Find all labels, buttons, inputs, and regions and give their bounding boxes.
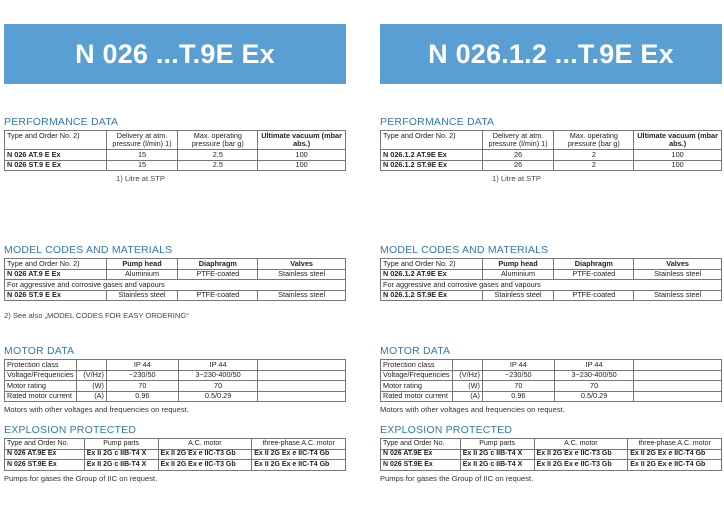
table-row: N 026 AT.9E Ex Ex II 2G c IIB-T4 X Ex II 2G Ex e IIC-T3 Gb Ex II 2G Ex e IIC-T4 Gb [381, 449, 722, 460]
table-row: N 026 AT.9 E Ex Aluminium PTFE-coated Stainless steel [5, 269, 346, 280]
product-title-banner: N 026 ...T.9E Ex [4, 24, 346, 84]
table-row: N 026 ST.9E Ex Ex II 2G c IIB-T4 X Ex II 2G Ex e IIC-T3 Gb Ex II 2G Ex e IIC-T4 Gb [381, 460, 722, 471]
table-row: For aggressive and corrosive gases and vapours [5, 280, 346, 291]
motor-data-table [4, 359, 346, 402]
section-heading: MOTOR DATA [380, 345, 451, 357]
table-header-row: Type and Order No. 2) Pump head Diaphragm Valves [5, 259, 346, 270]
table-row: Rated motor current (A) 0.96 0.5/0.29 [381, 391, 722, 402]
model-codes-section [380, 244, 722, 301]
footnote: 1) Litre at STP [492, 174, 541, 184]
explosion-table [380, 438, 722, 471]
performance-table [380, 130, 722, 171]
section-heading: EXPLOSION PROTECTED [380, 424, 513, 436]
product-title-banner: N 026.1.2 ...T.9E Ex [380, 24, 722, 84]
motor-note: Motors with other voltages and frequencies on request. [4, 405, 189, 415]
performance-table [4, 130, 346, 171]
left-column [4, 0, 346, 483]
performance-section [4, 116, 346, 183]
section-heading: MOTOR DATA [4, 345, 75, 357]
table-header-row: Type and Order No. Pump parts A.C. motor three-phase A.C. motor [381, 439, 722, 450]
explosion-note: Pumps for gases the Group of IIC on request. [4, 473, 158, 483]
footnote: 1) Litre at STP [116, 174, 165, 184]
table-header-row: Type and Order No. 2) Pump head Diaphragm Valves [381, 259, 722, 270]
table-row: N 026 AT.9 E Ex 15 2.5 100 [5, 150, 346, 161]
table-row: Motor rating (W) 70 70 [5, 381, 346, 392]
section-heading: PERFORMANCE DATA [4, 116, 119, 128]
table-header-row: Type and Order No. 2) Delivery at atm. pressure (l/min) 1) Max. operating pressure (bar g) Ultimate vacuum (mbar abs.) [381, 131, 722, 150]
table-row: N 026.1.2 ST.9E Ex 26 2 100 [381, 160, 722, 171]
table-row: N 026 ST.9 E Ex 15 2.5 100 [5, 160, 346, 171]
table-row: Motor rating (W) 70 70 [381, 381, 722, 392]
section-heading: MODEL CODES AND MATERIALS [4, 244, 173, 256]
explosion-section [380, 424, 722, 483]
table-header-row: Type and Order No. 2) Delivery at atm. pressure (l/min) 1) Max. operating pressure (bar g) Ultimate vacuum (mbar abs.) [5, 131, 346, 150]
table-row: Rated motor current (A) 0.96 0.5/0.29 [5, 391, 346, 402]
table-row: N 026.1.2 ST.9E Ex Stainless steel PTFE-coated Stainless steel [381, 290, 722, 301]
motor-data-table [380, 359, 722, 402]
table-row: Voltage/Frequencies (V/Hz) ~230/50 3~230-400/50 [381, 370, 722, 381]
model-codes-table [380, 258, 722, 301]
table-row: Voltage/Frequencies (V/Hz) ~230/50 3~230-400/50 [5, 370, 346, 381]
motor-data-section [4, 345, 346, 414]
motor-note: Motors with other voltages and frequencies on request. [380, 405, 565, 415]
section-heading: MODEL CODES AND MATERIALS [380, 244, 549, 256]
right-column [380, 0, 722, 483]
explosion-section [4, 424, 346, 483]
performance-section [380, 116, 722, 183]
table-header-row: Type and Order No. Pump parts A.C. motor three-phase A.C. motor [5, 439, 346, 450]
section-heading: PERFORMANCE DATA [380, 116, 495, 128]
table-row: N 026.1.2 AT.9E Ex Aluminium PTFE-coated Stainless steel [381, 269, 722, 280]
table-row: N 026.1.2 AT.9E Ex 26 2 100 [381, 150, 722, 161]
model-codes-table [4, 258, 346, 301]
table-row: Protection class IP 44 IP 44 [381, 360, 722, 371]
explosion-note: Pumps for gases the Group of IIC on request. [380, 473, 534, 483]
table-row: N 026 ST.9 E Ex Stainless steel PTFE-coated Stainless steel [5, 290, 346, 301]
explosion-table [4, 438, 346, 471]
table-row: N 026 AT.9E Ex Ex II 2G c IIB-T4 X Ex II 2G Ex e IIC-T3 Gb Ex II 2G Ex e IIC-T4 Gb [5, 449, 346, 460]
model-codes-section [4, 244, 346, 320]
motor-data-section [380, 345, 722, 414]
footnote: 2) See also „MODEL CODES FOR EASY ORDERING“ [4, 311, 189, 321]
table-row: Protection class IP 44 IP 44 [5, 360, 346, 371]
table-row: For aggressive and corrosive gases and vapours [381, 280, 722, 291]
table-row: N 026 ST.9E Ex Ex II 2G c IIB-T4 X Ex II 2G Ex e IIC-T3 Gb Ex II 2G Ex e IIC-T4 Gb [5, 460, 346, 471]
section-heading: EXPLOSION PROTECTED [4, 424, 137, 436]
